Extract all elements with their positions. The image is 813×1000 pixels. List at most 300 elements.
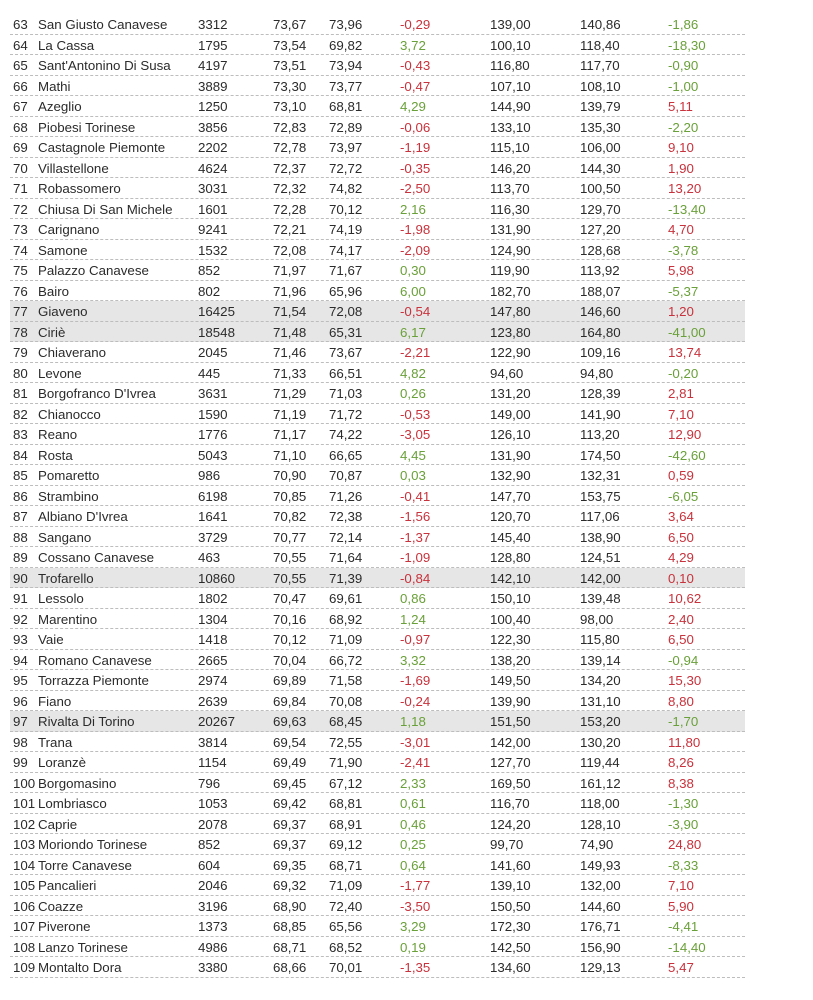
table-row	[10, 76, 745, 97]
delta-value-cell: -0,54	[400, 304, 431, 319]
delta-value-cell: 0,03	[400, 468, 426, 483]
rank-cell: 77	[13, 304, 28, 319]
rank-cell: 82	[13, 406, 28, 422]
table-row	[10, 588, 745, 609]
value-current-cell: 71,96	[273, 283, 307, 299]
rank-cell: 67	[13, 99, 28, 114]
table-row	[10, 896, 745, 917]
delta-index-cell: -0,20	[668, 365, 699, 381]
index-previous-cell: 139,79	[580, 99, 621, 114]
population-cell: 2078	[198, 816, 228, 832]
rank-cell: 72	[13, 201, 28, 217]
delta-index-cell: -1,00	[668, 78, 699, 94]
population-cell: 3312	[198, 17, 228, 32]
index-current-cell: 116,80	[490, 58, 530, 73]
delta-value-cell: -2,41	[400, 755, 431, 770]
value-current-cell: 71,46	[273, 345, 307, 360]
population-cell: 9241	[198, 222, 228, 237]
index-current-cell: 115,10	[490, 140, 530, 155]
table-row	[10, 937, 745, 958]
value-current-cell: 71,29	[273, 386, 307, 401]
municipality-name: Giaveno	[38, 304, 88, 319]
index-previous-cell: 188,07	[580, 283, 621, 299]
rank-cell: 74	[13, 242, 28, 258]
population-cell: 852	[198, 263, 221, 278]
value-current-cell: 72,37	[273, 160, 307, 176]
value-current-cell: 69,84	[273, 693, 307, 709]
index-previous-cell: 156,90	[580, 939, 621, 955]
rank-cell: 76	[13, 283, 28, 299]
population-cell: 3031	[198, 181, 228, 196]
table-row	[10, 773, 745, 794]
index-current-cell: 134,60	[490, 960, 531, 975]
value-current-cell: 71,97	[273, 263, 307, 278]
index-previous-cell: 119,44	[580, 755, 620, 770]
table-row	[10, 199, 745, 220]
index-previous-cell: 100,50	[580, 181, 621, 196]
population-cell: 4624	[198, 160, 228, 176]
value-previous-cell: 65,96	[329, 283, 363, 299]
index-current-cell: 138,20	[490, 652, 531, 668]
delta-value-cell: 3,29	[400, 919, 426, 934]
value-current-cell: 72,32	[273, 181, 307, 196]
index-previous-cell: 144,30	[580, 160, 621, 176]
index-previous-cell: 108,10	[580, 78, 621, 94]
population-cell: 1802	[198, 591, 228, 606]
index-previous-cell: 153,20	[580, 714, 621, 729]
index-previous-cell: 118,40	[580, 37, 620, 53]
index-current-cell: 145,40	[490, 529, 531, 545]
delta-value-cell: 0,61	[400, 796, 426, 811]
municipality-name: Sangano	[38, 529, 92, 545]
value-previous-cell: 68,45	[329, 714, 363, 729]
delta-index-cell: 4,29	[668, 550, 694, 565]
delta-index-cell: 11,80	[668, 734, 701, 750]
index-previous-cell: 129,70	[580, 201, 621, 217]
index-current-cell: 122,30	[490, 632, 531, 647]
municipality-name: La Cassa	[38, 37, 95, 53]
delta-value-cell: -1,56	[400, 509, 431, 524]
rank-cell: 84	[13, 447, 28, 463]
value-current-cell: 72,78	[273, 140, 307, 155]
value-previous-cell: 72,08	[329, 304, 363, 319]
population-cell: 1373	[198, 919, 228, 934]
value-current-cell: 70,04	[273, 652, 307, 668]
index-previous-cell: 129,13	[580, 960, 621, 975]
index-previous-cell: 106,00	[580, 140, 621, 155]
value-previous-cell: 70,12	[329, 201, 363, 217]
value-current-cell: 68,90	[273, 898, 307, 914]
delta-index-cell: -41,00	[668, 324, 706, 340]
rank-cell: 88	[13, 529, 28, 545]
delta-index-cell: -3,78	[668, 242, 699, 258]
value-current-cell: 68,85	[273, 919, 307, 934]
value-previous-cell: 66,51	[329, 365, 363, 381]
population-cell: 1154	[198, 755, 227, 770]
delta-index-cell: 5,11	[668, 99, 693, 114]
municipality-name: Lanzo Torinese	[38, 939, 128, 955]
index-current-cell: 139,10	[490, 878, 531, 893]
index-current-cell: 149,50	[490, 673, 531, 688]
population-cell: 3196	[198, 898, 228, 914]
value-previous-cell: 68,91	[329, 816, 363, 832]
value-current-cell: 70,12	[273, 632, 307, 647]
population-cell: 986	[198, 468, 221, 483]
table-row	[10, 35, 745, 56]
index-current-cell: 126,10	[490, 427, 531, 442]
population-cell: 1053	[198, 796, 228, 811]
delta-index-cell: 13,74	[668, 345, 702, 360]
value-previous-cell: 71,64	[329, 550, 363, 565]
index-previous-cell: 128,68	[580, 242, 621, 258]
table-row	[10, 260, 745, 281]
value-previous-cell: 68,81	[329, 796, 363, 811]
delta-value-cell: -0,84	[400, 570, 431, 586]
municipality-name: Castagnole Piemonte	[38, 140, 166, 155]
municipality-name: Levone	[38, 365, 82, 381]
municipality-name: Marentino	[38, 611, 98, 627]
table-row	[10, 363, 745, 384]
delta-value-cell: -1,19	[400, 140, 431, 155]
municipality-name: Mathi	[38, 78, 71, 94]
delta-value-cell: -3,05	[400, 427, 431, 442]
index-previous-cell: 74,90	[580, 837, 614, 852]
value-previous-cell: 71,72	[329, 406, 363, 422]
delta-index-cell: -0,90	[668, 58, 699, 73]
delta-index-cell: -5,37	[668, 283, 699, 299]
municipality-name: Vaie	[38, 632, 64, 647]
delta-index-cell: 13,20	[668, 181, 702, 196]
table-row	[10, 834, 745, 855]
municipality-name: Trofarello	[38, 570, 94, 586]
municipality-name: Rosta	[38, 447, 73, 463]
index-current-cell: 169,50	[490, 775, 531, 791]
delta-value-cell: 4,29	[400, 99, 426, 114]
municipality-name: Rivalta Di Torino	[38, 714, 135, 729]
index-previous-cell: 164,80	[580, 324, 621, 340]
delta-index-cell: 4,70	[668, 222, 694, 237]
municipality-name: Loranzè	[38, 755, 87, 770]
index-previous-cell: 141,90	[580, 406, 621, 422]
index-current-cell: 127,70	[490, 755, 531, 770]
index-current-cell: 147,70	[490, 488, 531, 504]
index-previous-cell: 130,20	[580, 734, 621, 750]
municipality-name: Samone	[38, 242, 88, 258]
value-previous-cell: 66,65	[329, 447, 363, 463]
value-previous-cell: 71,09	[329, 632, 363, 647]
delta-index-cell: 5,47	[668, 960, 694, 975]
table-row	[10, 55, 745, 76]
municipality-name: Trana	[38, 734, 73, 750]
value-previous-cell: 69,61	[329, 591, 363, 606]
delta-value-cell: -0,41	[400, 488, 431, 504]
table-row	[10, 240, 745, 261]
index-current-cell: 139,00	[490, 17, 531, 32]
value-current-cell: 73,51	[273, 58, 307, 73]
delta-index-cell: -1,86	[668, 17, 699, 32]
table-row	[10, 342, 745, 363]
delta-index-cell: -1,30	[668, 796, 699, 811]
value-current-cell: 69,32	[273, 878, 307, 893]
population-cell: 3814	[198, 734, 228, 750]
population-cell: 16425	[198, 304, 235, 319]
value-current-cell: 71,54	[273, 304, 307, 319]
population-cell: 445	[198, 365, 221, 381]
index-previous-cell: 139,14	[580, 652, 621, 668]
rank-cell: 94	[13, 652, 28, 668]
delta-index-cell: 12,90	[668, 427, 702, 442]
table-row	[10, 219, 745, 240]
population-cell: 2045	[198, 345, 228, 360]
value-previous-cell: 73,67	[329, 345, 363, 360]
value-current-cell: 68,66	[273, 960, 307, 975]
delta-value-cell: 0,25	[400, 837, 426, 852]
index-previous-cell: 128,10	[580, 816, 621, 832]
population-cell: 2639	[198, 693, 228, 709]
delta-index-cell: 1,20	[668, 304, 694, 319]
population-cell: 852	[198, 837, 221, 852]
table-row	[10, 158, 745, 179]
municipality-name: Piobesi Torinese	[38, 119, 136, 135]
delta-value-cell: -0,24	[400, 693, 431, 709]
index-current-cell: 141,60	[490, 857, 531, 873]
value-previous-cell: 74,82	[329, 181, 363, 196]
index-current-cell: 132,90	[490, 468, 531, 483]
population-cell: 2046	[198, 878, 228, 893]
population-cell: 3889	[198, 78, 228, 94]
municipality-name: Sant'Antonino Di Susa	[38, 58, 171, 73]
population-cell: 1304	[198, 611, 228, 627]
delta-value-cell: 1,18	[400, 714, 426, 729]
value-previous-cell: 73,94	[329, 58, 363, 73]
delta-index-cell: 8,38	[668, 775, 694, 791]
table-row	[10, 96, 745, 117]
population-cell: 1532	[198, 242, 228, 258]
table-row	[10, 814, 745, 835]
rank-cell: 108	[13, 939, 36, 955]
table-row	[10, 957, 745, 978]
municipality-name: Chiusa Di San Michele	[38, 201, 173, 217]
rank-cell: 69	[13, 140, 28, 155]
rank-cell: 86	[13, 488, 28, 504]
table-row	[10, 568, 745, 589]
municipality-name: Albiano D'Ivrea	[38, 509, 128, 524]
value-current-cell: 70,85	[273, 488, 307, 504]
value-previous-cell: 68,92	[329, 611, 363, 627]
delta-value-cell: 0,64	[400, 857, 426, 873]
municipality-name: Pancalieri	[38, 878, 97, 893]
value-current-cell: 72,28	[273, 201, 307, 217]
value-previous-cell: 68,52	[329, 939, 363, 955]
index-current-cell: 131,90	[490, 222, 531, 237]
value-current-cell: 71,17	[273, 427, 307, 442]
rank-cell: 103	[13, 837, 36, 852]
population-cell: 6198	[198, 488, 228, 504]
municipality-name: Torre Canavese	[38, 857, 132, 873]
population-cell: 1641	[198, 509, 228, 524]
index-previous-cell: 98,00	[580, 611, 614, 627]
table-row	[10, 137, 745, 158]
population-cell: 3856	[198, 119, 228, 135]
index-current-cell: 150,50	[490, 898, 531, 914]
value-current-cell: 69,37	[273, 816, 307, 832]
value-current-cell: 70,55	[273, 550, 307, 565]
index-previous-cell: 146,60	[580, 304, 621, 319]
index-current-cell: 142,10	[490, 570, 531, 586]
population-cell: 1776	[198, 427, 228, 442]
value-current-cell: 69,89	[273, 673, 307, 688]
delta-value-cell: 0,19	[400, 939, 426, 955]
value-previous-cell: 68,81	[329, 99, 363, 114]
value-previous-cell: 72,72	[329, 160, 363, 176]
rank-cell: 98	[13, 734, 28, 750]
value-previous-cell: 71,58	[329, 673, 363, 688]
rank-cell: 80	[13, 365, 28, 381]
delta-index-cell: -42,60	[668, 447, 706, 463]
value-previous-cell: 67,12	[329, 775, 363, 791]
index-previous-cell: 134,20	[580, 673, 621, 688]
population-cell: 18548	[198, 324, 235, 340]
municipality-name: Borgofranco D'Ivrea	[38, 386, 156, 401]
index-previous-cell: 144,60	[580, 898, 621, 914]
rank-cell: 90	[13, 570, 28, 586]
municipality-name: Palazzo Canavese	[38, 263, 149, 278]
rank-cell: 70	[13, 160, 28, 176]
population-cell: 3729	[198, 529, 228, 545]
table-row	[10, 424, 745, 445]
municipality-name: Piverone	[38, 919, 91, 934]
population-cell: 1250	[198, 99, 228, 114]
delta-index-cell: 2,40	[668, 611, 694, 627]
value-current-cell: 73,54	[273, 37, 307, 53]
ranking-table	[10, 14, 745, 978]
value-current-cell: 70,90	[273, 468, 307, 483]
delta-value-cell: 0,86	[400, 591, 426, 606]
value-current-cell: 71,19	[273, 406, 307, 422]
rank-cell: 109	[13, 960, 36, 975]
rank-cell: 107	[13, 919, 36, 934]
value-previous-cell: 71,26	[329, 488, 363, 504]
table-row	[10, 629, 745, 650]
value-current-cell: 69,42	[273, 796, 307, 811]
population-cell: 604	[198, 857, 221, 873]
table-row	[10, 486, 745, 507]
value-current-cell: 69,54	[273, 734, 307, 750]
value-current-cell: 72,08	[273, 242, 307, 258]
population-cell: 10860	[198, 570, 235, 586]
value-previous-cell: 71,67	[329, 263, 363, 278]
municipality-name: Fiano	[38, 693, 72, 709]
delta-index-cell: 7,10	[668, 878, 694, 893]
municipality-name: Montalto Dora	[38, 960, 122, 975]
index-current-cell: 123,80	[490, 324, 531, 340]
index-current-cell: 128,80	[490, 550, 531, 565]
municipality-name: Cossano Canavese	[38, 550, 155, 565]
delta-value-cell: -1,98	[400, 222, 431, 237]
rank-cell: 101	[13, 796, 36, 811]
index-previous-cell: 176,71	[580, 919, 621, 934]
index-current-cell: 100,10	[490, 37, 531, 53]
table-row	[10, 916, 745, 937]
municipality-name: Torrazza Piemonte	[38, 673, 149, 688]
population-cell: 802	[198, 283, 221, 299]
rank-cell: 87	[13, 509, 28, 524]
value-current-cell: 68,71	[273, 939, 307, 955]
delta-value-cell: -1,09	[400, 550, 431, 565]
index-current-cell: 133,10	[490, 119, 531, 135]
value-previous-cell: 72,14	[329, 529, 363, 545]
delta-value-cell: -0,97	[400, 632, 431, 647]
delta-index-cell: -14,40	[668, 939, 706, 955]
value-previous-cell: 71,03	[329, 386, 363, 401]
value-current-cell: 71,48	[273, 324, 307, 340]
value-previous-cell: 71,90	[329, 755, 363, 770]
municipality-name: Moriondo Torinese	[38, 837, 148, 852]
municipality-name: Chianocco	[38, 406, 101, 422]
index-current-cell: 146,20	[490, 160, 531, 176]
delta-index-cell: 0,10	[668, 570, 694, 586]
value-current-cell: 71,33	[273, 365, 307, 381]
index-previous-cell: 142,00	[580, 570, 621, 586]
index-current-cell: 116,30	[490, 201, 530, 217]
index-current-cell: 94,60	[490, 365, 524, 381]
index-current-cell: 131,20	[490, 386, 531, 401]
index-previous-cell: 113,92	[580, 263, 620, 278]
municipality-name: Strambino	[38, 488, 99, 504]
municipality-name: Chiaverano	[38, 345, 107, 360]
rank-cell: 97	[13, 714, 28, 729]
value-current-cell: 69,37	[273, 837, 307, 852]
index-current-cell: 100,40	[490, 611, 531, 627]
value-previous-cell: 69,12	[329, 837, 363, 852]
rank-cell: 78	[13, 324, 28, 340]
rank-cell: 100	[13, 775, 36, 791]
table-row	[10, 322, 745, 343]
index-current-cell: 120,70	[490, 509, 531, 524]
value-previous-cell: 73,97	[329, 140, 363, 155]
population-cell: 1590	[198, 406, 228, 422]
municipality-name: Reano	[38, 427, 78, 442]
index-previous-cell: 113,20	[580, 427, 620, 442]
table-row	[10, 178, 745, 199]
delta-index-cell: 6,50	[668, 529, 694, 545]
index-current-cell: 124,90	[490, 242, 531, 258]
value-current-cell: 70,77	[273, 529, 307, 545]
value-previous-cell: 74,17	[329, 242, 363, 258]
value-previous-cell: 74,22	[329, 427, 363, 442]
delta-index-cell: -13,40	[668, 201, 706, 217]
municipality-name: Caprie	[38, 816, 78, 832]
delta-value-cell: 0,26	[400, 386, 426, 401]
rank-cell: 71	[13, 181, 28, 196]
rank-cell: 65	[13, 58, 28, 73]
value-current-cell: 69,45	[273, 775, 307, 791]
rank-cell: 75	[13, 263, 28, 278]
value-previous-cell: 66,72	[329, 652, 363, 668]
rank-cell: 73	[13, 222, 28, 237]
table-row	[10, 609, 745, 630]
index-current-cell: 107,10	[490, 78, 531, 94]
index-current-cell: 150,10	[490, 591, 531, 606]
delta-index-cell: 1,90	[668, 160, 694, 176]
value-previous-cell: 68,71	[329, 857, 363, 873]
delta-index-cell: 15,30	[668, 673, 702, 688]
delta-value-cell: 0,30	[400, 263, 426, 278]
delta-value-cell: -0,47	[400, 78, 431, 94]
delta-index-cell: -8,33	[668, 857, 699, 873]
rank-cell: 79	[13, 345, 28, 360]
municipality-name: Lessolo	[38, 591, 84, 606]
